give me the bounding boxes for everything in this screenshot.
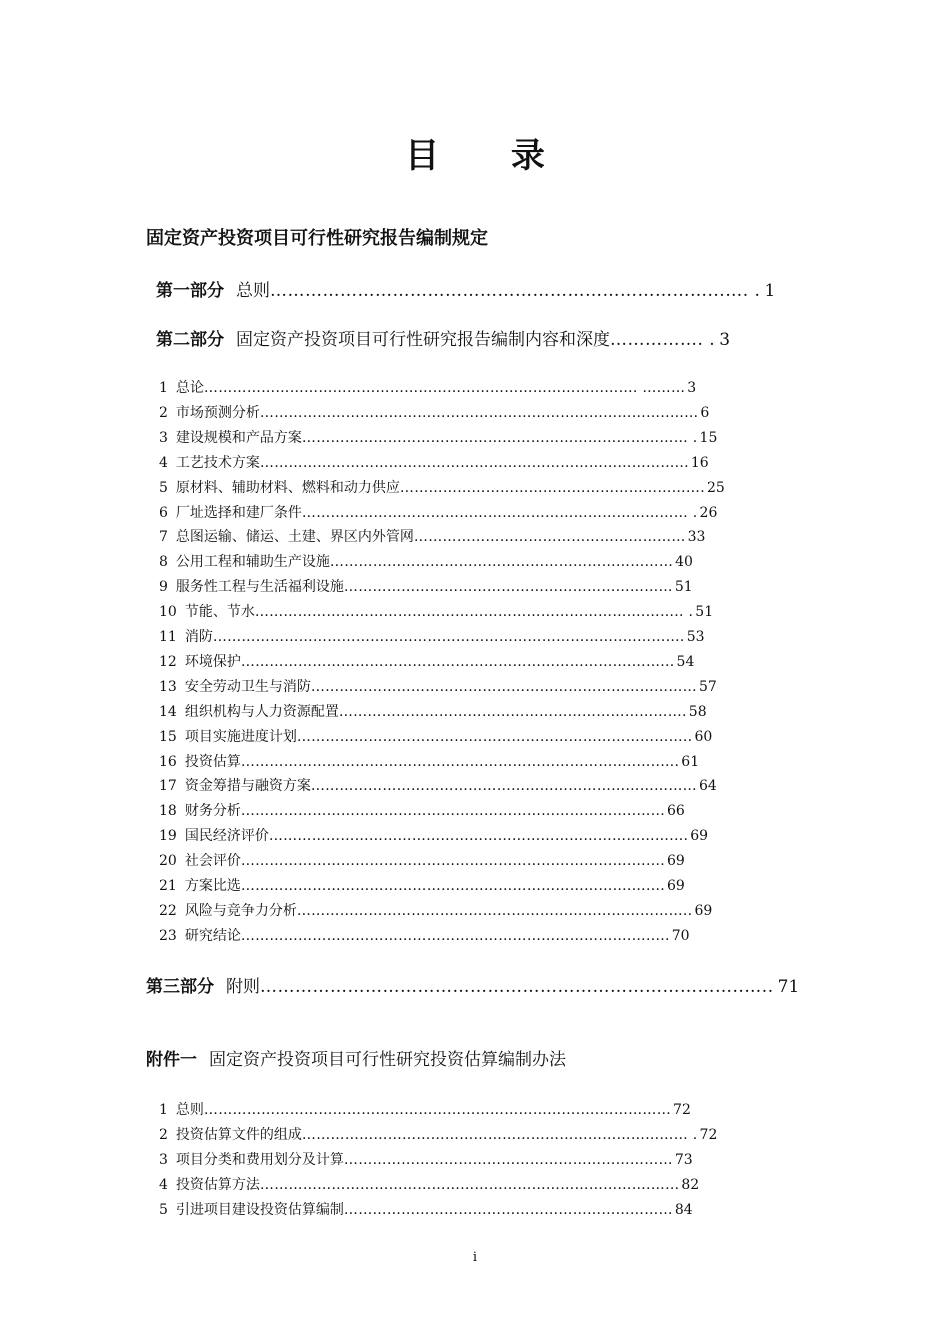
- page-number: 61: [681, 753, 700, 770]
- leader-dots: ……………………………………………………………: [343, 1151, 673, 1168]
- annex-label: 附件一: [146, 1050, 197, 1070]
- entry-number: 2: [159, 404, 168, 421]
- leader-dots: ……………………………………………………………………….…....: [240, 878, 665, 894]
- entry-number: 23: [159, 927, 177, 944]
- toc-entry[interactable]: [159, 1124, 717, 1144]
- leader-dots: ……………. .: [610, 330, 716, 350]
- entry-title: 财务分析: [184, 803, 241, 820]
- page-title: 目 录: [405, 136, 575, 176]
- toc-entry[interactable]: [159, 576, 693, 596]
- entry-number: 15: [159, 728, 177, 745]
- entry-title: 国民经济评价: [184, 828, 269, 845]
- leader-dots: …………………………………………………………………………....: [268, 828, 689, 845]
- entry-number: 19: [159, 828, 177, 845]
- page-number: 40: [675, 554, 693, 571]
- leader-dots: …………………………………………………: [413, 529, 686, 546]
- leader-dots: ……………………………………………………………………….…...: [259, 1176, 680, 1193]
- leader-dots: ………………………………………………………………………..: [296, 902, 693, 919]
- toc-entry[interactable]: [159, 551, 693, 571]
- toc-entry[interactable]: [159, 751, 699, 771]
- entry-number: 3: [159, 429, 168, 446]
- part-label: 第三部分: [146, 977, 214, 997]
- toc-entry[interactable]: [159, 800, 685, 820]
- entry-number: 7: [159, 529, 168, 546]
- part-label: 第二部分: [156, 330, 224, 350]
- page-number: 73: [674, 1151, 693, 1168]
- leader-dots: ……………………………………………………………………… .: [301, 429, 698, 446]
- page-number: 54: [676, 653, 695, 670]
- entry-title: 消防: [184, 629, 213, 645]
- toc-entry[interactable]: [159, 1099, 691, 1119]
- leader-dots: ……………………………………………………………………… .: [301, 504, 698, 521]
- entry-title: 投资估算方法: [175, 1176, 260, 1193]
- toc-entry[interactable]: [159, 875, 685, 895]
- entry-title: 投资估算: [184, 753, 241, 770]
- toc-entry[interactable]: [159, 477, 725, 497]
- entry-number: 5: [159, 479, 168, 496]
- toc-entry[interactable]: [159, 925, 690, 945]
- entry-number: 10: [159, 604, 177, 621]
- entry-number: 16: [159, 753, 177, 770]
- page-number: 53: [686, 629, 705, 645]
- entry-title: 项目实施进度计划: [184, 728, 297, 745]
- part-title: 总则: [236, 281, 270, 301]
- page-number: 82: [681, 1176, 700, 1193]
- entry-title: 总论: [175, 380, 204, 396]
- page-number: 69: [666, 853, 685, 870]
- part-label: 第一部分: [156, 281, 224, 301]
- entry-title: 建设规模和产品方案: [175, 429, 302, 446]
- page-number: 66: [666, 803, 685, 820]
- entry-title: 引进项目建设投资估算编制: [175, 1201, 344, 1218]
- entry-number: 17: [159, 778, 177, 795]
- leader-dots: ………………………………………………………………………..: [296, 728, 693, 745]
- document-heading: 固定资产投资项目可行性研究报告编制规定: [146, 228, 488, 249]
- entry-title: 公用工程和辅助生产设施: [175, 554, 330, 571]
- page-number: 64: [698, 778, 717, 795]
- page-number: 57: [698, 678, 717, 695]
- page-number: 58: [688, 703, 707, 720]
- leader-dots: ……………………………………………………….: [399, 479, 705, 496]
- toc-part-1[interactable]: [156, 276, 775, 301]
- leader-dots: ………………………………………………………………………: [310, 778, 697, 795]
- page-number: 84: [674, 1201, 693, 1218]
- leader-dots: ……………………………………………………………: [343, 579, 673, 596]
- toc-part-3[interactable]: [146, 972, 799, 997]
- toc-entry[interactable]: [159, 452, 709, 472]
- part-title: 附则: [226, 977, 260, 997]
- entry-title: 节能、节水: [184, 604, 255, 621]
- entry-number: 2: [159, 1126, 168, 1143]
- entry-number: 21: [159, 878, 177, 894]
- footer-page-number: i: [472, 1250, 478, 1265]
- entry-title: 投资估算文件的组成: [175, 1126, 302, 1143]
- toc-entry[interactable]: [159, 601, 713, 621]
- entry-number: 18: [159, 803, 177, 820]
- entry-title: 方案比选: [184, 878, 241, 894]
- entry-title: 原材料、辅助材料、燃料和动力供应: [175, 479, 400, 496]
- page-number: 69: [666, 878, 685, 894]
- toc-entry[interactable]: [159, 775, 717, 795]
- page-number: 69: [694, 902, 713, 919]
- page-number: 25: [706, 479, 725, 496]
- leader-dots: ………………………………………………………………………: [310, 678, 697, 695]
- toc-entry[interactable]: [159, 900, 712, 920]
- entry-number: 5: [159, 1201, 168, 1218]
- page-number: 3: [687, 380, 697, 396]
- part-title: 固定资产投资项目可行性研究报告编制内容和深度: [236, 330, 610, 350]
- entry-title: 市场预测分析: [175, 404, 260, 421]
- toc-entry[interactable]: [159, 427, 717, 447]
- page-number: 71: [777, 977, 800, 997]
- entry-title: 环境保护: [184, 653, 241, 670]
- page-number: 69: [690, 828, 709, 845]
- page-number: 16: [690, 454, 709, 471]
- toc-entry[interactable]: [159, 825, 708, 845]
- page-number: 60: [694, 728, 713, 745]
- entry-title: 工艺技术方案: [175, 454, 260, 471]
- entry-number: 14: [159, 703, 177, 720]
- page-number: 70: [671, 927, 690, 944]
- leader-dots: ……………………………………………………………………….……...: [240, 653, 675, 670]
- toc-entry[interactable]: [159, 676, 717, 696]
- toc-entry[interactable]: [159, 526, 705, 546]
- toc-entry[interactable]: [159, 726, 712, 746]
- page-number: 3: [719, 330, 731, 350]
- leader-dots: ………………………………………………………………: [329, 554, 674, 571]
- toc-entry[interactable]: [159, 1174, 699, 1194]
- toc-entry[interactable]: [159, 402, 709, 422]
- page-number: 26: [699, 504, 718, 521]
- page-number: 15: [699, 429, 718, 446]
- leader-dots: …………………………………………………………………….….……………: [203, 1102, 672, 1118]
- leader-dots: ……………………………………………………………………….…….. .: [254, 604, 694, 621]
- entry-number: 1: [159, 1102, 168, 1118]
- page-number: 51: [674, 579, 693, 596]
- entry-number: 3: [159, 1151, 168, 1168]
- toc-entry[interactable]: [159, 502, 717, 522]
- entry-number: 20: [159, 853, 177, 870]
- toc-entry[interactable]: [159, 701, 707, 721]
- toc-entry[interactable]: [159, 626, 705, 646]
- page-number: 72: [673, 1102, 691, 1118]
- toc-part-2[interactable]: [156, 325, 730, 350]
- leader-dots: ……………………………………………………………….: [338, 703, 687, 720]
- leader-dots: ………………………………………………………………………...……. ………: [203, 380, 686, 396]
- entry-number: 22: [159, 902, 177, 919]
- entry-title: 安全劳动卫生与消防: [184, 678, 311, 695]
- leader-dots: ………………………………………………………………………..…..….: [240, 753, 680, 770]
- annex-heading[interactable]: [146, 1045, 566, 1070]
- leader-dots: ……………………………………………………………………………...: [259, 454, 689, 471]
- leader-dots: ………………………………………………………………………..…...: [240, 803, 665, 820]
- entry-number: 9: [159, 579, 168, 596]
- page-number: 6: [700, 404, 710, 421]
- entry-number: 6: [159, 504, 168, 521]
- entry-number: 11: [159, 629, 177, 645]
- entry-title: 资金筹措与融资方案: [184, 778, 311, 795]
- leader-dots: ……………………………………………………………: [343, 1201, 673, 1218]
- entry-number: 13: [159, 678, 177, 695]
- entry-number: 8: [159, 554, 168, 571]
- leader-dots: ……………………………………………………………………….…....: [240, 853, 665, 870]
- entry-title: 风险与竞争力分析: [184, 902, 297, 919]
- entry-number: 1: [159, 380, 168, 396]
- leader-dots: …………………………………………………………………...…. .: [270, 281, 761, 301]
- entry-title: 研究结论: [184, 927, 241, 944]
- entry-number: 4: [159, 454, 168, 471]
- leader-dots: ………………………………………………………………………..…..: [260, 977, 774, 997]
- toc-entry[interactable]: [159, 1199, 693, 1219]
- entry-title: 总则: [175, 1102, 204, 1118]
- entry-title: 社会评价: [184, 853, 241, 870]
- toc-entry[interactable]: [159, 850, 685, 870]
- page-number: 72: [699, 1126, 718, 1143]
- page-number: 1: [764, 281, 776, 301]
- entry-number: 12: [159, 653, 177, 670]
- leader-dots: …………………………………………………………………………..……: [259, 404, 699, 421]
- entry-title: 项目分类和费用划分及计算: [175, 1151, 344, 1168]
- entry-title: 服务性工程与生活福利设施: [175, 579, 344, 596]
- leader-dots: …………………………………………………………………………..………….: [212, 629, 685, 645]
- page-number: 33: [687, 529, 706, 546]
- entry-number: 4: [159, 1176, 168, 1193]
- leader-dots: ……………………………………………………………………….….....: [240, 927, 670, 944]
- entry-title: 总图运输、储运、土建、界区内外管网: [175, 529, 414, 546]
- page-number: 51: [695, 604, 714, 621]
- annex-title: 固定资产投资项目可行性研究投资估算编制办法: [209, 1050, 566, 1070]
- entry-title: 组织机构与人力资源配置: [184, 703, 339, 720]
- toc-entry[interactable]: [159, 651, 694, 671]
- entry-title: 厂址选择和建厂条件: [175, 504, 302, 521]
- toc-entry[interactable]: [159, 377, 696, 397]
- toc-entry[interactable]: [159, 1149, 693, 1169]
- leader-dots: ……………………………………………………………………… .: [301, 1126, 698, 1143]
